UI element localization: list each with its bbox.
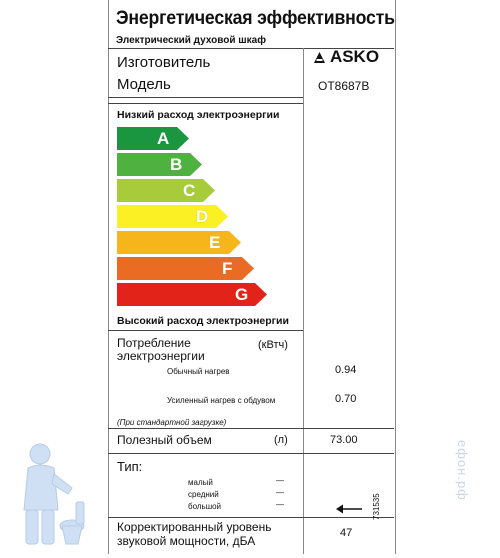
type-dash: — bbox=[276, 488, 284, 497]
divider bbox=[108, 453, 394, 454]
selected-type-arrow-icon bbox=[336, 503, 362, 515]
type-option-large: большой bbox=[188, 502, 222, 511]
efficiency-class-letter: D bbox=[196, 207, 209, 226]
divider bbox=[108, 428, 394, 429]
efficiency-bar-arrow bbox=[117, 257, 254, 280]
consumption-unit: (кВтч) bbox=[258, 339, 288, 351]
consumption-row-value: 0.94 bbox=[335, 364, 357, 376]
type-label: Тип: bbox=[117, 459, 143, 474]
efficiency-class-letter: C bbox=[183, 181, 196, 200]
efficiency-class-a bbox=[117, 127, 189, 155]
efficiency-class-letter: E bbox=[209, 233, 221, 252]
efficiency-bar-arrow bbox=[117, 179, 215, 202]
efficiency-class-letter: G bbox=[235, 285, 249, 304]
consumption-row-label: Усиленный нагрев с обдувом bbox=[167, 396, 276, 405]
label-code: 731535 bbox=[372, 493, 381, 520]
divider bbox=[108, 97, 303, 98]
volume-value: 73.00 bbox=[330, 434, 358, 446]
volume-unit: (л) bbox=[274, 434, 288, 446]
column-divider bbox=[303, 48, 304, 554]
manufacturer-label: Изготовитель bbox=[117, 54, 211, 71]
scale-bottom-label: Высокий расход электроэнергии bbox=[117, 315, 289, 327]
consumption-row-value: 0.70 bbox=[335, 393, 357, 405]
efficiency-class-letter: B bbox=[170, 155, 183, 174]
plumber-mascot-watermark bbox=[10, 440, 86, 550]
site-watermark: eфон.рф bbox=[455, 440, 470, 501]
efficiency-class-f bbox=[117, 257, 254, 285]
efficiency-class-d bbox=[117, 205, 228, 233]
model-label: Модель bbox=[117, 76, 171, 93]
type-dash: — bbox=[276, 500, 284, 509]
consumption-note: (При стандартной загрузке) bbox=[117, 418, 227, 427]
label-subtitle: Электрический духовой шкаф bbox=[116, 35, 266, 46]
label-title: Энергетическая эффективность bbox=[116, 8, 395, 29]
efficiency-bar-arrow bbox=[117, 231, 241, 254]
brand-logo bbox=[306, 46, 386, 68]
type-option-small: малый bbox=[188, 478, 213, 487]
asko-logo-icon bbox=[313, 51, 326, 64]
efficiency-bar-arrow bbox=[117, 205, 228, 228]
divider bbox=[108, 517, 394, 518]
scale-top-label: Низкий расход электроэнергии bbox=[117, 109, 280, 121]
efficiency-class-b bbox=[117, 153, 202, 181]
model-value: OT8687B bbox=[318, 79, 370, 93]
consumption-row-label: Обычный нагрев bbox=[167, 367, 230, 376]
type-dash: — bbox=[276, 476, 284, 485]
consumption-label: Потребление электроэнергии bbox=[117, 336, 205, 363]
volume-label: Полезный объем bbox=[117, 433, 212, 447]
noise-value: 47 bbox=[340, 527, 353, 539]
efficiency-class-g bbox=[117, 283, 267, 311]
noise-label: Корректированный уровень звуковой мощности, дБА bbox=[117, 520, 272, 548]
divider bbox=[108, 330, 303, 331]
efficiency-class-letter: A bbox=[157, 129, 170, 148]
efficiency-class-c bbox=[117, 179, 215, 207]
brand-name: ASKO bbox=[329, 47, 380, 66]
efficiency-bar-arrow bbox=[117, 127, 189, 150]
efficiency-class-e bbox=[117, 231, 241, 259]
type-option-medium: средний bbox=[188, 490, 219, 499]
divider bbox=[108, 103, 303, 104]
efficiency-class-letter: F bbox=[222, 259, 233, 278]
efficiency-bar-arrow bbox=[117, 153, 202, 176]
